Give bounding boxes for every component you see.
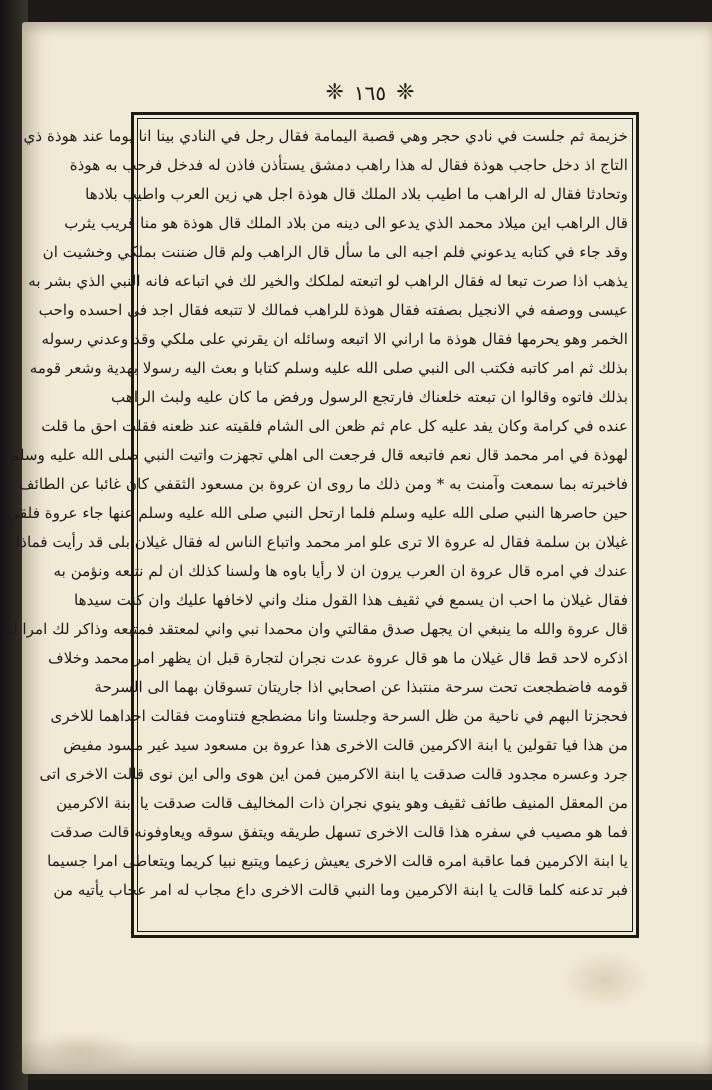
text-line: غيلان بن سلمة فقال له عروة الا ترى علو امر محمد واتباع الناس له فقال غيلان بلى قد رأيت فماذا bbox=[15, 533, 628, 551]
text-line: فبر تدعنه كلما قالت يا ابنة الاكرمين وما النبي قالت الاخرى داع مجاب له امر عجاب يأتيه من bbox=[53, 881, 628, 899]
text-line: وقد جاء في كتابه يدعوني فلم اجبه الى ما سأل قال الراهب ولم قال ضننت بملكي وخشيت ان bbox=[42, 243, 628, 261]
text-line: فحجزتا البهم في ناحية من ظل السرحة وجلستا وانا مضطجع فتناومت فقالت احداهما للاخرى bbox=[50, 707, 628, 725]
arabic-text-block bbox=[2, 122, 628, 928]
text-line: عندك في امره قال عروة ان العرب يرون ان لا رأيا باوه ها ولسنا كذلك ان لم نتبعه ونؤمن به bbox=[53, 562, 628, 580]
text-line: فقال غيلان ما احب ان يسمع في ثقيف هذا القول منك واني لاخافها عليك وان كنت سيدها bbox=[74, 591, 628, 609]
text-line: الخمر وهو يحرمها فقال هوذة ما اراني الا اتبعه وسائله ان يقرني على ملكي وقد وعدني رسوله bbox=[41, 330, 628, 348]
text-line: لهوذة في امر محمد قال نعم فاتبعه قال فرجعت الى اهلي تجهزت واتيت النبي صلى الله عليه وسلم bbox=[9, 446, 628, 464]
text-line: فما هو مصيب في سفره هذا قالت الاخرى تسهل طريقه ويتفق سوقه ويعاوفونه قالت صدقت bbox=[50, 823, 628, 841]
text-line: خزيمة ثم جلست في نادي حجر وهي قصبة اليمامة فقال رجل في النادي بينا انا يوما عند هوذة ذي bbox=[23, 127, 628, 145]
text-line: قال عروة والله ما ينبغي ان يجهل صدق مقالتي وان محمدا نبي واني لمعتقد فمتبعه وذاكر لك امرا لم bbox=[2, 620, 628, 638]
text-line: فاخبرته بما سمعت وآمنت به * ومن ذلك ما روى ان عروة بن مسعود الثقفي كان غائبا عن الطائف bbox=[18, 475, 628, 493]
page-header bbox=[300, 78, 440, 108]
text-line: حين حاصرها النبي صلى الله عليه وسلم فلما ارتحل النبي صلى الله عليه وسلم عنها جاء عروة فلقي bbox=[7, 504, 628, 522]
paper-stain bbox=[560, 950, 650, 1010]
text-line: بذلك ثم امر كاتبه فكتب الى النبي صلى الله عليه وسلم كتابا و بعث اليه رسولا بهدية وشعر قومه bbox=[29, 359, 628, 377]
text-line: جرد وعسره مجدود قالت صدقت يا ابنة الاكرمين فمن اين هوى والى اين نوى قالت الاخرى اتى bbox=[39, 765, 628, 783]
text-line: قومه فاضطجعت تحت سرحة منتبذا عن اصحابي اذا جاريتان تسوقان بهما الى السرحة bbox=[94, 678, 628, 696]
text-line: بذلك فاتوه وقالوا ان تبعته خلعناك فارتجع الرسول ورفض ما كان عليه ولبث الراهب bbox=[110, 388, 628, 406]
text-line: يذهب اذا صرت تبعا له فقال الراهب لو اتبعته لملكك والخير لك في اتباعه فانه النبي الذي بشر به bbox=[28, 272, 628, 290]
ornament-right-icon: ❈ bbox=[325, 80, 344, 105]
text-line: اذكره لاحد قط قال غيلان ما هو قال عروة عدت نجران لتجارة قبل ان يظهر امر محمد وخلاف bbox=[47, 649, 628, 667]
text-line: يا ابنة الاكرمين فما عاقبة امره قالت الاخرى يعيش زعيما ويتبع نبيا كريما ويتعاطى امرا جسيما bbox=[47, 852, 628, 870]
ornament-left-icon: ❈ bbox=[396, 80, 415, 105]
text-line: عنده في كرامة وكان يفد عليه كل عام ثم ظعن الى الشام فلقيته عند ظعنه فقلت احق ما قلت bbox=[41, 417, 628, 435]
text-line: وتحادثا فقال له الراهب ما اطيب بلاد الملك قال هوذة اجل هي زين العرب واطيب بلادها bbox=[85, 185, 628, 203]
text-line: التاج اذ دخل حاجب هوذة فقال له هذا راهب دمشق يستأذن فاذن له فدخل فرحب به هوذة bbox=[69, 156, 628, 174]
text-line: قال الراهب اين ميلاد محمد الذي يدعو الى دينه من بلاد الملك قال هوذة هو منا قريب يثرب bbox=[64, 214, 628, 232]
text-line: من هذا فيا تقولين يا ابنة الاكرمين قالت الاخرى هذا عروة بن مسعود سيد غير مسود مفيض bbox=[63, 736, 628, 754]
page-edge-shadow bbox=[22, 1040, 712, 1080]
text-line: عيسى ووصفه في الانجيل بصفته فقال هوذة للراهب فمالك لا تتبعه فقال اجد في احسده واحب bbox=[38, 301, 628, 319]
page-number: ١٦٥ bbox=[353, 81, 387, 105]
text-line: من المعقل المنيف طائف ثقيف وهو ينوي نجران ذات المخاليف قالت صدقت يا ابنة الاكرمين bbox=[56, 794, 628, 812]
